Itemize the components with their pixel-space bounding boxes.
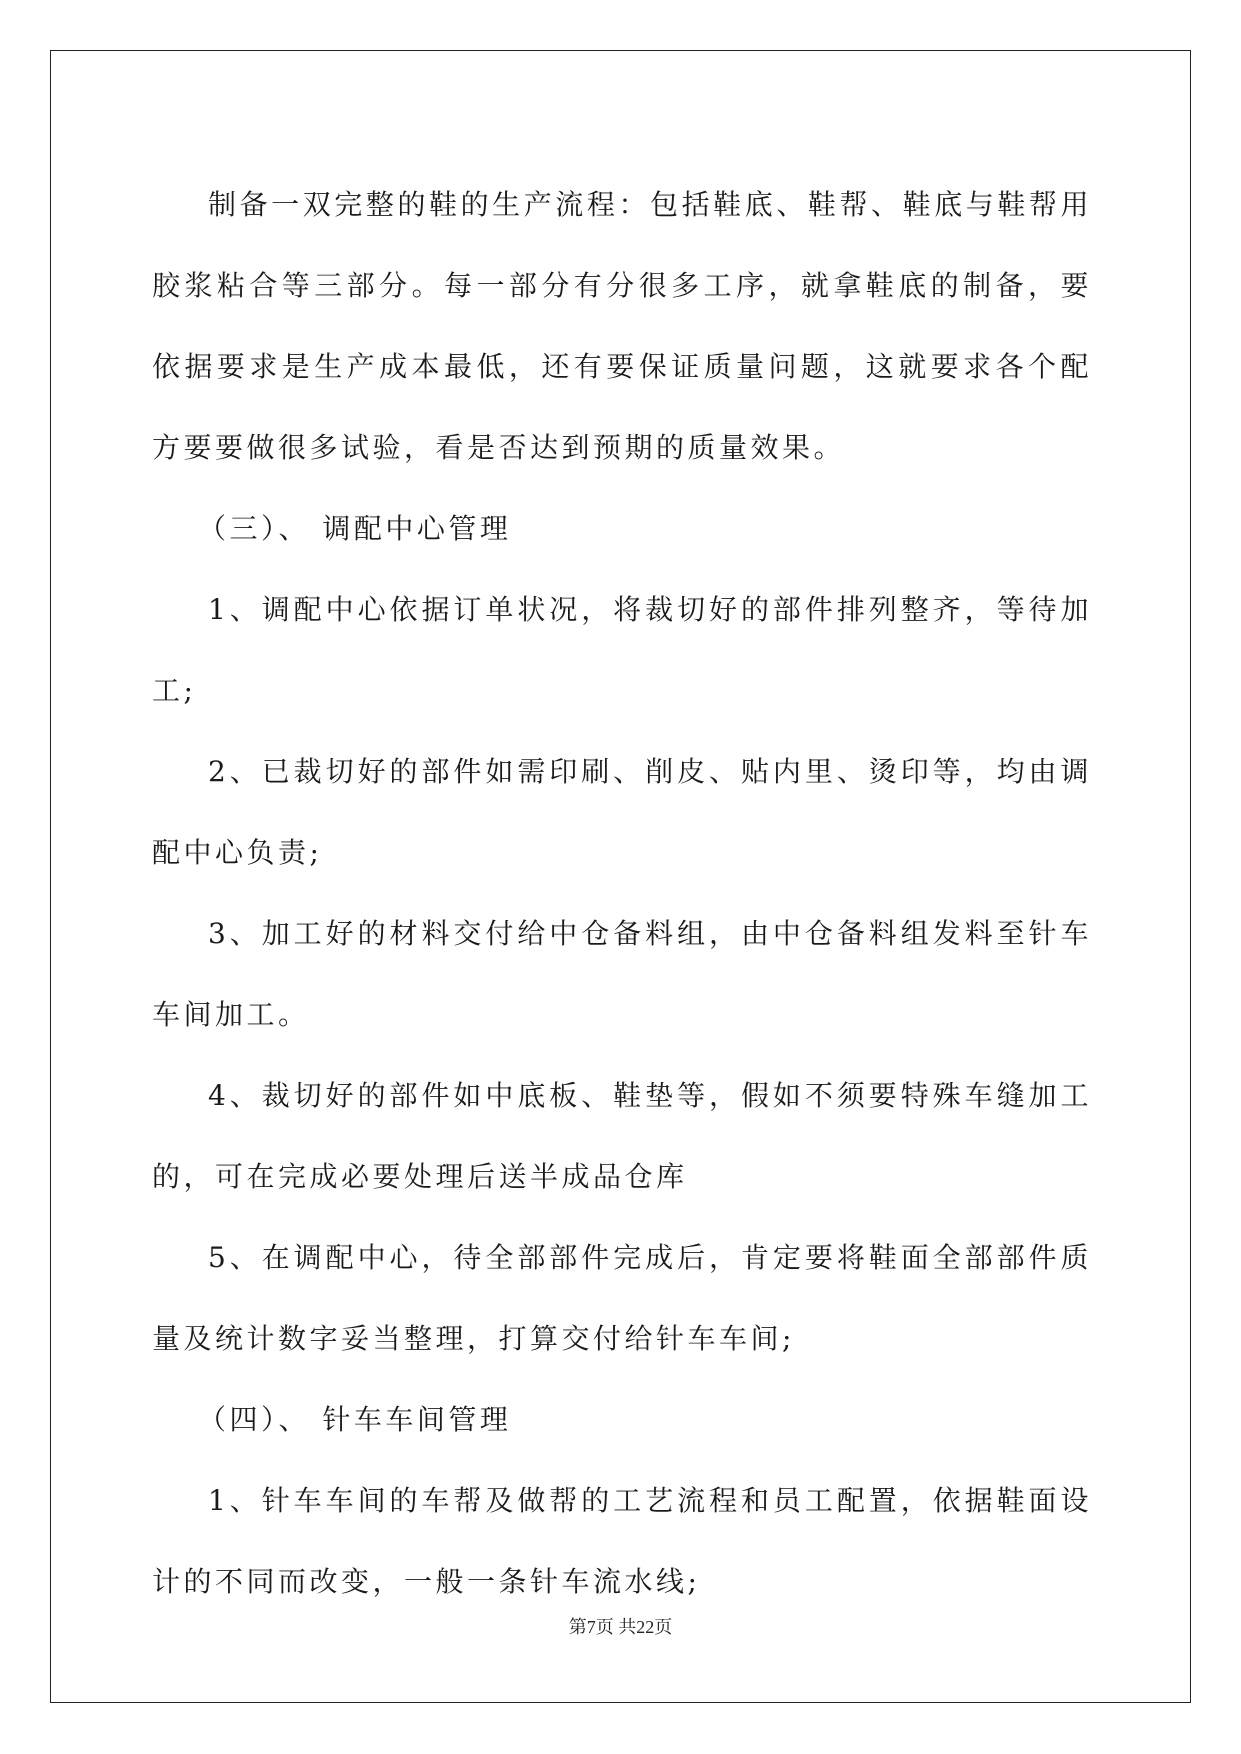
- list-item: 3、加工好的材料交付给中仓备料组，由中仓备料组发料至针车车间加工。: [152, 917, 1092, 1031]
- section-heading: （三）、 调配中心管理: [198, 512, 512, 545]
- list-item: 1、针车车间的车帮及做帮的工艺流程和员工配置，依据鞋面设计的不同而改变，一般一条针车流水线;: [152, 1484, 1092, 1598]
- paragraph: 制备一双完整的鞋的生产流程：包括鞋底、鞋帮、鞋底与鞋帮用胶浆粘合等三部分。每一部分有分很多工序，就拿鞋底的制备，要依据要求是生产成本最低，还有要保证质量问题，这就要求各个配方要要做很多试验，看是否达到预期的质量效果。: [152, 188, 1092, 464]
- section-heading: （四）、 针车车间管理: [198, 1403, 512, 1436]
- list-item: 2、已裁切好的部件如需印刷、削皮、贴内里、烫印等，均由调配中心负责;: [152, 755, 1092, 869]
- list-item: 4、裁切好的部件如中底板、鞋垫等，假如不须要特殊车缝加工的，可在完成必要处理后送半成品仓库: [152, 1079, 1092, 1193]
- page-number: 第7页 共22页: [568, 1617, 673, 1637]
- document-body: [152, 164, 1092, 1622]
- list-item: 5、在调配中心，待全部部件完成后，肯定要将鞋面全部部件质量及统计数字妥当整理，打算交付给针车车间;: [152, 1241, 1092, 1355]
- list-item: 1、调配中心依据订单状况，将裁切好的部件排列整齐，等待加工;: [152, 593, 1092, 707]
